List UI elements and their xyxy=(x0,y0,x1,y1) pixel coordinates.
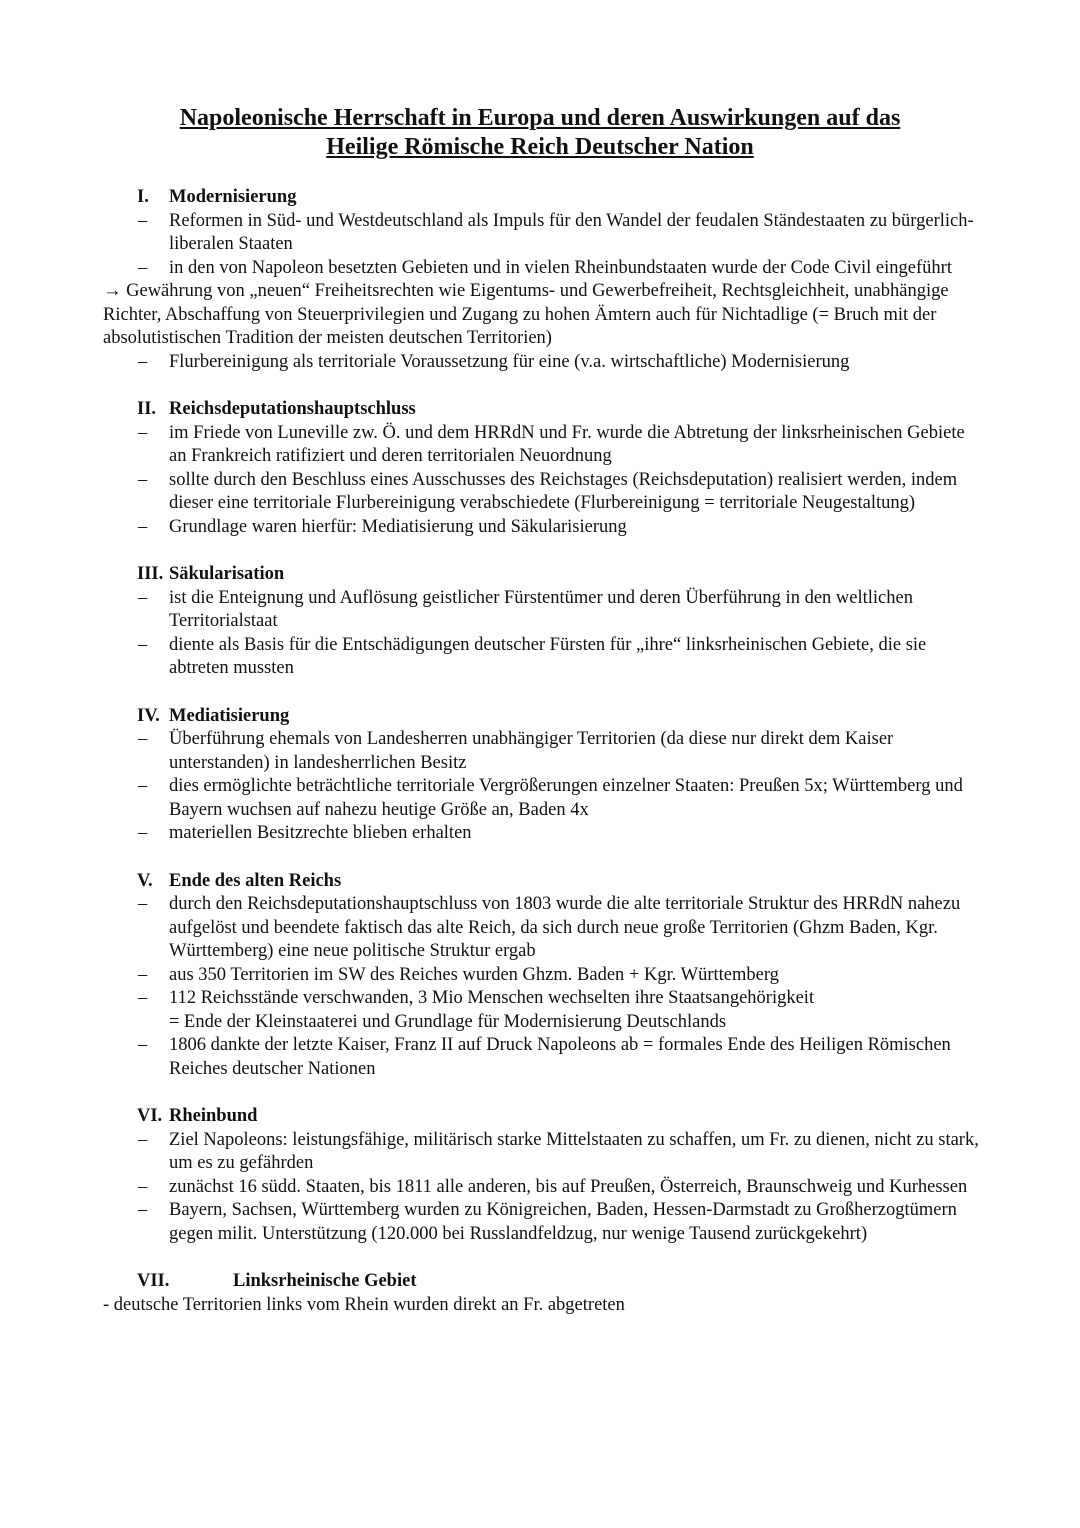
dash-bullet: – xyxy=(138,729,148,749)
item-text: Überführung ehemals von Landesherren unabhängiger Territorien (da diese nur direkt dem Kaiser unterstanden) in landesherrlichen Besitz xyxy=(169,729,894,773)
item-text: diente als Basis für die Entschädigungen deutscher Fürsten für „ihre“ linksrheinischen Gebiete, die sie abtreten mussten xyxy=(169,634,927,678)
section-saekularisation xyxy=(103,563,983,681)
list-item xyxy=(103,1199,983,1246)
list-item xyxy=(103,210,983,257)
list-item xyxy=(103,822,983,846)
item-text: in den von Napoleon besetzten Gebieten und in vielen Rheinbundstaaten wurde der Code Civil eingeführt xyxy=(169,257,952,278)
list-item xyxy=(103,964,983,988)
document-body xyxy=(103,186,983,1341)
section-heading xyxy=(103,1270,983,1294)
dash-bullet: – xyxy=(138,257,148,278)
list-item xyxy=(103,257,983,281)
item-text: sollte durch den Beschluss eines Ausschusses des Reichstages (Reichsdeputation) realisiert werden, indem dieser eine territoriale Flurbereinigung verabschiedete (Flurbereinigung = territoriale Neugestaltung) xyxy=(169,469,958,513)
list-item xyxy=(103,469,983,516)
arrow-note: → Gewährung von „neuen“ Freiheitsrechten wie Eigentums- und Gewerbefreiheit, Rechtsgleichheit, unabhängige Richter, Abschaffung von Steuerprivilegien und Zugang zu hohen Ämtern auch für Nichtadlige (= Bruch mit der absolutistischen Tradition der meisten deutschen Territorien) xyxy=(103,281,949,348)
item-text: 1806 dankte der letzte Kaiser, Franz II auf Druck Napoleons ab = formales Ende des Heiligen Römischen Reiches deutscher Nationen xyxy=(169,1035,951,1079)
item-text: 112 Reichsstände verschwanden, 3 Mio Menschen wechselten ihre Staatsangehörigkeit xyxy=(169,988,815,1008)
section-mediatisierung xyxy=(103,705,983,846)
sub-note: = Ende der Kleinstaaterei und Grundlage für Modernisierung Deutschlands xyxy=(169,1011,727,1032)
section-number: II. xyxy=(137,399,157,419)
dash-bullet: – xyxy=(138,823,148,843)
section-title: Ende des alten Reichs xyxy=(169,870,342,891)
section-title: Modernisierung xyxy=(169,187,297,207)
section-number: V. xyxy=(137,870,153,891)
section-number: VII. xyxy=(137,1271,170,1291)
item-text: Flurbereinigung als territoriale Voraussetzung für eine (v.a. wirtschaftliche) Modernisierung xyxy=(169,351,850,372)
section-title: Linksrheinische Gebiet xyxy=(233,1271,417,1291)
list-item xyxy=(103,775,983,822)
list-item xyxy=(103,1129,983,1176)
section-heading xyxy=(103,1105,983,1129)
list-item xyxy=(103,1034,983,1081)
item-text: Ziel Napoleons: leistungsfähige, militärisch starke Mittelstaaten zu schaffen, um Fr. zu dienen, nicht zu stark, um es zu gefährden xyxy=(169,1129,979,1173)
dash-bullet: – xyxy=(138,587,148,608)
list-item xyxy=(103,422,983,469)
dash-bullet: – xyxy=(138,1200,148,1220)
section-ende-des-alten-reichs xyxy=(103,870,983,1082)
page-title xyxy=(0,104,1080,162)
dash-bullet: – xyxy=(138,988,148,1008)
dash-bullet: – xyxy=(138,964,148,985)
dash-bullet: – xyxy=(138,634,148,655)
section-title: Säkularisation xyxy=(169,564,285,584)
item-text: zunächst 16 südd. Staaten, bis 1811 alle anderen, bis auf Preußen, Österreich, Braunschweig und Kurhessen xyxy=(169,1176,968,1197)
section-heading xyxy=(103,870,983,894)
item-text: aus 350 Territorien im SW des Reiches wurden Ghzm. Baden + Kgr. Württemberg xyxy=(169,964,779,985)
section-heading xyxy=(103,186,983,210)
list-item xyxy=(103,728,983,775)
section-number: III. xyxy=(137,564,164,584)
dash-bullet: – xyxy=(138,351,148,372)
section-title: Mediatisierung xyxy=(169,705,290,726)
item-text: Reformen in Süd- und Westdeutschland als Impuls für den Wandel der feudalen Ständestaaten zu bürgerlich- liberalen Staaten xyxy=(169,210,974,254)
section-heading xyxy=(103,398,983,422)
section-number: I. xyxy=(137,187,149,207)
list-item xyxy=(103,587,983,634)
dash-bullet: – xyxy=(138,469,148,490)
list-item xyxy=(103,351,983,375)
section-modernisierung xyxy=(103,186,983,374)
title-line-2: Heilige Römische Reich Deutscher Nation xyxy=(326,134,754,160)
list-item xyxy=(103,893,983,964)
section-title: Reichsdeputationshauptschluss xyxy=(169,399,416,419)
dash-bullet: – xyxy=(138,210,148,231)
item-text: im Friede von Luneville zw. Ö. und dem HRRdN und Fr. wurde die Abtretung der linksrheinischen Gebiete an Frankreich ratifiziert und deren territorialen Neuordnung xyxy=(169,422,965,466)
section-number: IV. xyxy=(137,705,160,726)
item-text: dies ermöglichte beträchtliche territoriale Vergrößerungen einzelner Staaten: Preußen 5x; Württemberg und Bayern wuchsen auf nahezu heutige Größe an, Baden 4x xyxy=(169,776,963,820)
section-linksrheinische-gebiet xyxy=(103,1270,983,1317)
dash-bullet: – xyxy=(138,1176,148,1197)
item-text: durch den Reichsdeputationshauptschluss von 1803 wurde die alte territoriale Struktur des HRRdN nahezu aufgelöst und beendete faktisch das alte Reich, da sich durch neue große Territorien (Ghzm Baden, Kgr. Württemberg) eine neue politische Struktur ergab xyxy=(169,894,961,961)
section-reichsdeputationshauptschluss xyxy=(103,398,983,539)
item-text: materiellen Besitzrechte blieben erhalten xyxy=(169,823,472,843)
dash-bullet: – xyxy=(138,776,148,796)
dash-bullet: – xyxy=(138,422,148,443)
plain-line: - deutsche Territorien links vom Rhein wurden direkt an Fr. abgetreten xyxy=(103,1294,625,1315)
item-text: Bayern, Sachsen, Württemberg wurden zu Königreichen, Baden, Hessen-Darmstadt zu Großherzogtümern gegen milit. Unterstützung (120.000 bei Russlandfeldzug, nur wenige Tausend zurückgekehrt) xyxy=(169,1200,957,1244)
item-text: ist die Enteignung und Auflösung geistlicher Fürstentümer und deren Überführung in den weltlichen Territorialstaat xyxy=(169,587,913,631)
dash-bullet: – xyxy=(138,1035,148,1055)
dash-bullet: – xyxy=(138,894,148,914)
section-heading xyxy=(103,705,983,729)
section-rheinbund xyxy=(103,1105,983,1246)
section-heading xyxy=(103,563,983,587)
list-item xyxy=(103,516,983,540)
title-line-1: Napoleonische Herrschaft in Europa und deren Auswirkungen auf das xyxy=(179,105,901,131)
section-number: VI. xyxy=(137,1106,163,1126)
section-title: Rheinbund xyxy=(169,1106,258,1126)
list-item xyxy=(103,987,983,1011)
dash-bullet: – xyxy=(138,1129,148,1150)
dash-bullet: – xyxy=(138,516,148,537)
item-text: Grundlage waren hierfür: Mediatisierung und Säkularisierung xyxy=(169,516,627,537)
list-item xyxy=(103,634,983,681)
list-item xyxy=(103,1176,983,1200)
